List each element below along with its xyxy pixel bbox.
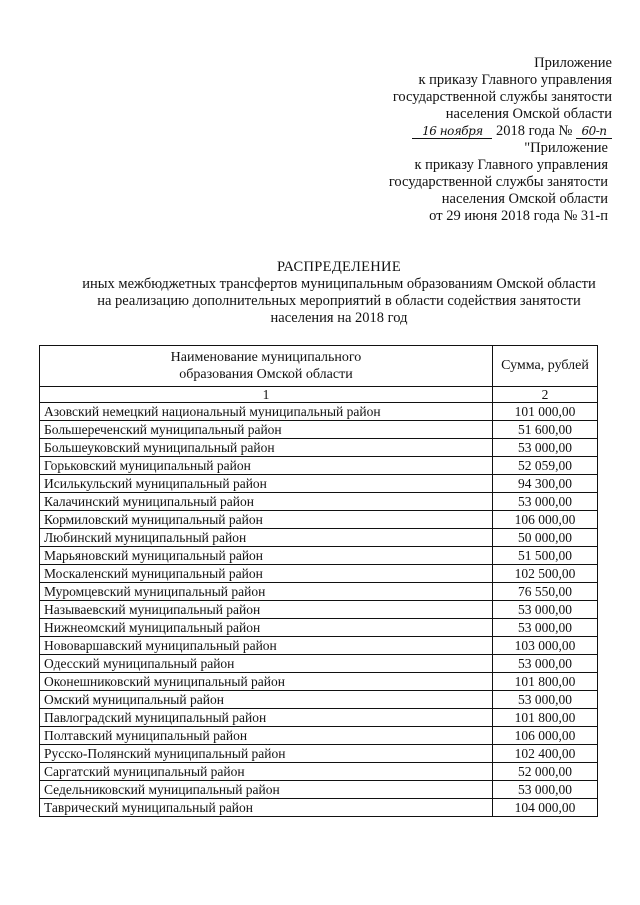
amount-rubles: 103 000,00 (493, 637, 598, 655)
municipality-name: Любинский муниципальный район (40, 529, 493, 547)
title-line-2: на реализацию дополнительных мероприятий в области содействия занятости (97, 293, 581, 309)
amount-rubles: 53 000,00 (493, 493, 598, 511)
title-line-3: населения на 2018 год (270, 310, 408, 326)
municipality-name: Азовский немецкий национальный муниципальный район (40, 403, 493, 421)
appendix-service: государственной службы занятости (392, 89, 612, 105)
table-row (40, 565, 598, 583)
municipality-name: Марьяновский муниципальный район (40, 547, 493, 565)
municipality-name: Москаленский муниципальный район (40, 565, 493, 583)
distribution-table (39, 345, 598, 817)
table-row (40, 457, 598, 475)
appendix-region: населения Омской области (445, 106, 612, 122)
municipality-name: Саргатский муниципальный район (40, 763, 493, 781)
table-row (40, 493, 598, 511)
municipality-name: Нижнеомский муниципальный район (40, 619, 493, 637)
municipality-name: Оконешниковский муниципальный район (40, 673, 493, 691)
table-row (40, 583, 598, 601)
table-row (40, 655, 598, 673)
column-number-1: 1 (40, 387, 493, 403)
prev-appendix-order-ref: к приказу Главного управления (414, 157, 608, 173)
municipality-name: Горьковский муниципальный район (40, 457, 493, 475)
table-row (40, 673, 598, 691)
table-row (40, 547, 598, 565)
amount-rubles: 52 000,00 (493, 763, 598, 781)
table-header-row (40, 346, 598, 387)
handwritten-order-number: 60-п (576, 124, 612, 139)
table-column-numbers (40, 387, 598, 403)
table-row (40, 511, 598, 529)
amount-rubles: 104 000,00 (493, 799, 598, 817)
table-row (40, 763, 598, 781)
table-row (40, 619, 598, 637)
prev-appendix-region: населения Омской области (441, 191, 608, 207)
header-name (40, 346, 493, 387)
municipality-name: Нововаршавский муниципальный район (40, 637, 493, 655)
municipality-name: Полтавский муниципальный район (40, 727, 493, 745)
amount-rubles: 53 000,00 (493, 691, 598, 709)
prev-appendix-date: от 29 июня 2018 года № 31-п (429, 208, 608, 224)
prev-appendix-service: государственной службы занятости (388, 174, 608, 190)
table-row (40, 691, 598, 709)
table-row (40, 637, 598, 655)
table-row (40, 799, 598, 817)
amount-rubles: 52 059,00 (493, 457, 598, 475)
amount-rubles: 50 000,00 (493, 529, 598, 547)
amount-rubles: 76 550,00 (493, 583, 598, 601)
table-row (40, 475, 598, 493)
municipality-name: Таврический муниципальный район (40, 799, 493, 817)
table-row (40, 781, 598, 799)
column-number-2: 2 (493, 387, 598, 403)
prev-appendix-title: "Приложение (524, 140, 608, 156)
appendix-year: 2018 года № (496, 123, 573, 139)
municipality-name: Русско-Полянский муниципальный район (40, 745, 493, 763)
amount-rubles: 101 800,00 (493, 709, 598, 727)
document-title (40, 259, 638, 327)
amount-rubles: 106 000,00 (493, 511, 598, 529)
amount-rubles: 53 000,00 (493, 439, 598, 457)
table-row (40, 601, 598, 619)
municipality-name: Муромцевский муниципальный район (40, 583, 493, 601)
table-row (40, 529, 598, 547)
municipality-name: Большеуковский муниципальный район (40, 439, 493, 457)
table-row (40, 403, 598, 421)
municipality-name: Павлоградский муниципальный район (40, 709, 493, 727)
title-heading: РАСПРЕДЕЛЕНИЕ (277, 259, 401, 275)
amount-rubles: 102 500,00 (493, 565, 598, 583)
table-row (40, 745, 598, 763)
municipality-name: Кормиловский муниципальный район (40, 511, 493, 529)
municipality-name: Одесский муниципальный район (40, 655, 493, 673)
amount-rubles: 51 600,00 (493, 421, 598, 439)
amount-rubles: 53 000,00 (493, 781, 598, 799)
table-body (40, 403, 598, 817)
header-name-line-2: образования Омской области (179, 367, 353, 382)
header-sum: Сумма, рублей (493, 346, 598, 387)
amount-rubles: 101 000,00 (493, 403, 598, 421)
amount-rubles: 53 000,00 (493, 655, 598, 673)
amount-rubles: 94 300,00 (493, 475, 598, 493)
appendix-title: Приложение (534, 55, 612, 71)
table-row (40, 709, 598, 727)
amount-rubles: 102 400,00 (493, 745, 598, 763)
amount-rubles: 51 500,00 (493, 547, 598, 565)
amount-rubles: 101 800,00 (493, 673, 598, 691)
handwritten-date: 16 ноября (412, 124, 492, 139)
table-row (40, 727, 598, 745)
amount-rubles: 53 000,00 (493, 601, 598, 619)
amount-rubles: 53 000,00 (493, 619, 598, 637)
previous-appendix-header (348, 140, 608, 225)
municipality-name: Седельниковский муниципальный район (40, 781, 493, 799)
municipality-name: Омский муниципальный район (40, 691, 493, 709)
municipality-name: Большереченский муниципальный район (40, 421, 493, 439)
table-row (40, 421, 598, 439)
table-row (40, 439, 598, 457)
header-name-line-1: Наименование муниципального (170, 350, 362, 365)
appendix-order-ref: к приказу Главного управления (418, 72, 612, 88)
appendix-date-line (352, 123, 612, 140)
amount-rubles: 106 000,00 (493, 727, 598, 745)
municipality-name: Называевский муниципальный район (40, 601, 493, 619)
appendix-header (352, 55, 612, 140)
municipality-name: Исилькульский муниципальный район (40, 475, 493, 493)
title-line-1: иных межбюджетных трансфертов муниципальным образованиям Омской области (82, 276, 596, 292)
municipality-name: Калачинский муниципальный район (40, 493, 493, 511)
